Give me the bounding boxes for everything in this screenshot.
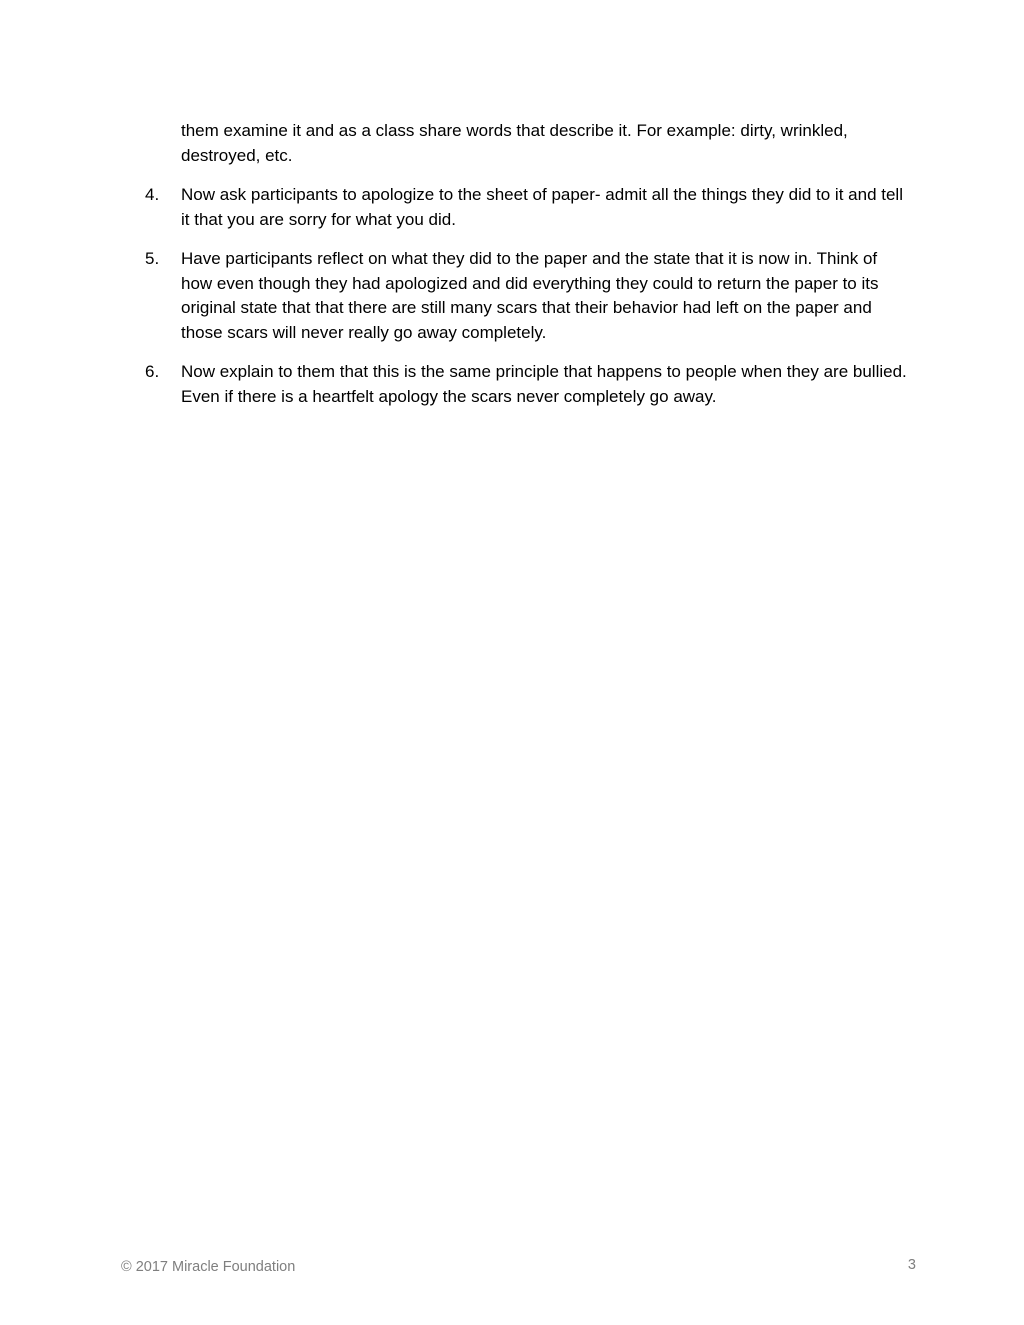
list-item-text: Now ask participants to apologize to the sheet of paper- admit all the things they did to it and tell it that you are sorry for what you did. [181,185,903,229]
continuation-paragraph: them examine it and as a class share words that describe it. For example: dirty, wrinkled, destroyed, etc. [181,121,848,165]
page-body [145,119,915,424]
list-item-number: 5. [145,249,160,268]
page-number: 3 [907,1257,916,1273]
list-item [145,183,915,232]
list-item-text: Have participants reflect on what they did to the paper and the state that it is now in. Think of how even though they had apologized and did everything they could to return the paper to its original state that that there are still many scars that their behavior had left on the paper and those scars will never really go away completely. [181,249,879,342]
list-item-number: 6. [145,362,160,381]
list-item-number: 4. [145,185,160,204]
list-item-text: Now explain to them that this is the same principle that happens to people when they are bullied. Even if there is a heartfelt apology the scars never completely go away. [181,362,907,406]
list-item [145,360,915,409]
footer-copyright: © 2017 Miracle Foundation [121,1259,296,1275]
list-item [145,247,915,345]
